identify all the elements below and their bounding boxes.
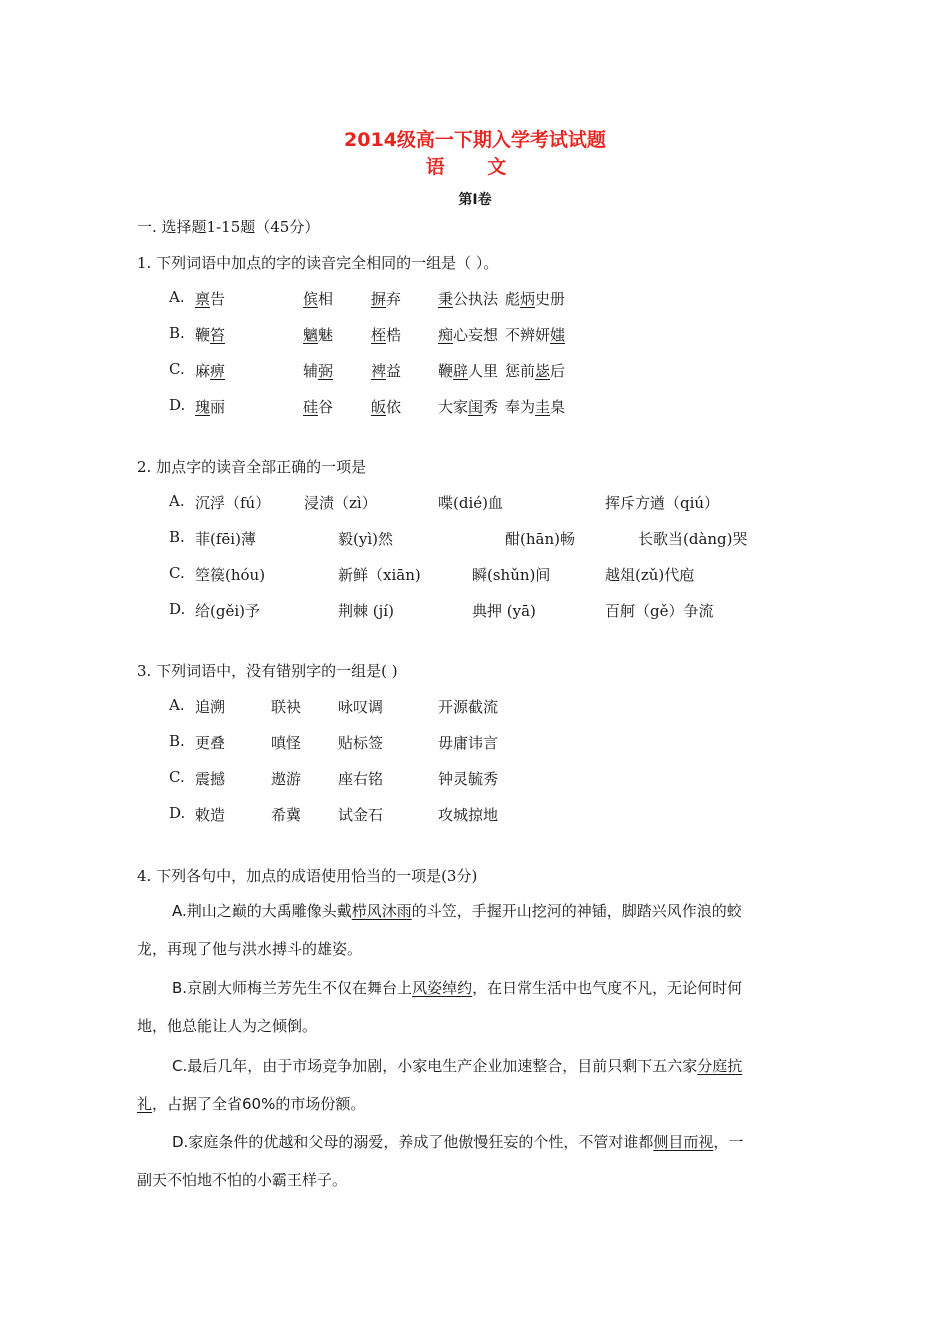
option-text: ，在日常生活中也气度不凡，无论何时何 [472,979,743,997]
option-item: 荆棘 (jí) [338,602,394,620]
word-text: 告 [210,290,226,308]
option-text: A.荆山之巅的大禹雕像头戴 [172,902,352,920]
word-text: 谷 [318,398,334,416]
option-letter: D. [169,396,186,414]
dotted-char: 魑 [303,326,319,344]
option-item: 箜篌(hóu) [195,566,266,584]
section-heading: 一. 选择题1-15题（45分） [137,218,320,236]
question-4-stem: 4. 下列各句中，加点的成语使用恰当的一项是(3分) [137,867,478,885]
option-letter: A. [169,492,185,510]
option-text: 龙，再现了他与洪水搏斗的雄姿。 [137,940,363,958]
word-text: 心妄想 [453,326,499,344]
option-item: 震撼 [195,770,226,788]
option-word [195,324,225,345]
option-item: 更叠 [195,734,226,752]
word-text: 麻 [195,362,211,380]
option-item: 开源截流 [438,698,499,716]
option-item: 挥斥方遒（qiú） [605,494,720,512]
option-item: 联袂 [271,698,302,716]
dotted-char: 禀 [195,290,211,308]
dotted-char: 皈 [371,398,387,416]
option-word [505,324,565,345]
option-item: 沉浮（fú） [195,494,271,512]
option-item: 嗔怪 [271,734,302,752]
option-word [371,360,401,381]
dotted-char: 瑰 [195,398,211,416]
idiom: 礼 [137,1095,153,1113]
dotted-char: 圭 [535,398,551,416]
option-letter: C. [169,564,185,582]
word-text: 不辨妍 [505,326,551,344]
option-letter: C. [169,768,185,786]
word-text: 惩前 [505,362,536,380]
word-text: 人里 [468,362,499,380]
word-text: 益 [386,362,402,380]
option-letter: C. [169,360,185,378]
option-word [195,360,225,381]
option-line-continued [137,1015,317,1036]
question-3-stem: 3. 下列词语中，没有错别字的一组是( ) [137,662,398,680]
option-text: 地，他总能让人为之倾倒。 [137,1017,318,1035]
option-word [438,288,498,309]
word-text: 魅 [318,326,334,344]
option-item: 咏叹调 [338,698,384,716]
idiom: 风姿绰约 [412,979,473,997]
option-item: 浸渍（zì） [304,494,377,512]
question-1-stem: 1. 下列词语中加点的字的读音完全相同的一组是（ ）。 [137,254,499,272]
option-letter: B. [169,732,185,750]
dotted-char: 痴 [438,326,454,344]
option-word [438,324,498,345]
option-word [438,360,498,381]
option-text: B.京剧大师梅兰芳先生不仅在舞台上 [172,979,413,997]
option-item: 贴标签 [338,734,384,752]
word-text: 鞭 [195,326,211,344]
option-word [371,324,401,345]
word-text: 相 [318,290,334,308]
option-line [172,1131,743,1152]
option-word [505,288,565,309]
option-item: 试金石 [338,806,384,824]
option-word [303,288,333,309]
option-item: 长歌当(dàng)哭 [638,530,748,548]
idiom: 栉风沐雨 [351,902,412,920]
dotted-char: 媸 [550,326,566,344]
option-item: 毅(yì)然 [338,530,393,548]
word-text: 公执法 [453,290,499,308]
option-item: 钟灵毓秀 [438,770,499,788]
dotted-char: 傧 [303,290,319,308]
dotted-char: 秉 [438,290,454,308]
dotted-char: 毖 [535,362,551,380]
option-text: ，占据了全省60%的市场份额。 [152,1095,366,1113]
option-word [505,396,565,417]
word-text: 丽 [210,398,226,416]
option-item: 典押 (yā) [472,602,536,620]
option-text: ，一 [713,1133,744,1151]
option-line [172,900,742,921]
dotted-char: 桎 [371,326,387,344]
option-word [195,288,225,309]
word-text: 史册 [535,290,566,308]
option-text: D.家庭条件的优越和父母的溺爱，养成了他傲慢狂妄的个性，不管对谁都 [172,1133,654,1151]
word-text: 依 [386,398,402,416]
option-letter: D. [169,600,186,618]
option-item: 追溯 [195,698,226,716]
option-item: 瞬(shǔn)间 [472,566,551,584]
option-item: 毋庸讳言 [438,734,499,752]
word-text: 奉为 [505,398,536,416]
option-letter: B. [169,528,185,546]
dotted-char: 辟 [453,362,469,380]
option-line-continued [137,1169,347,1190]
option-item: 攻城掠地 [438,806,499,824]
option-text: C.最后几年，由于市场竞争加剧，小家电生产企业加速整合，目前只剩下五六家 [172,1057,698,1075]
volume-label: 第Ⅰ卷 [458,192,492,208]
option-text: 的斗笠，手握开山挖河的神锸，脚踏兴风作浪的蛟 [411,902,742,920]
dotted-char: 笞 [210,326,226,344]
option-word [195,396,225,417]
option-letter: B. [169,324,185,342]
option-item: 菲(fēi)薄 [195,530,256,548]
option-item: 酣(hān)畅 [505,530,575,548]
option-letter: A. [169,288,185,306]
dotted-char: 弼 [318,362,334,380]
dotted-char: 炳 [520,290,536,308]
option-line-continued [137,938,362,959]
option-item: 喋(dié)血 [438,494,503,512]
option-word [438,396,498,417]
option-text: 副天不怕地不怕的小霸王样子。 [137,1171,348,1189]
word-text: 臬 [550,398,566,416]
word-text: 秀 [483,398,499,416]
subject-title: 语 文 [425,156,525,178]
word-text: 辅 [303,362,319,380]
option-line-continued [137,1093,365,1114]
question-2-stem: 2. 加点字的读音全部正确的一项是 [137,458,367,476]
option-word [303,360,333,381]
dotted-char: 裨 [371,362,387,380]
option-item: 给(gěi)予 [195,602,260,620]
option-word [303,324,333,345]
option-word [303,396,333,417]
option-item: 希冀 [271,806,302,824]
word-text: 弃 [386,290,402,308]
exam-title: 2014级高一下期入学考试试题 [344,129,606,151]
idiom: 分庭抗 [697,1057,743,1075]
dotted-char: 摒 [371,290,387,308]
word-text: 鞭 [438,362,454,380]
option-word [505,360,565,381]
option-item: 百舸（gě）争流 [605,602,714,620]
idiom: 侧目而视 [653,1133,714,1151]
word-text: 后 [550,362,566,380]
option-item: 新鲜（xiān) [338,566,421,584]
word-text: 大家 [438,398,469,416]
option-letter: A. [169,696,185,714]
dotted-char: 痹 [210,362,226,380]
dotted-char: 硅 [303,398,319,416]
option-item: 越俎(zǔ)代庖 [605,566,695,584]
option-letter: D. [169,804,186,822]
option-line [172,1055,742,1076]
dotted-char: 闺 [468,398,484,416]
option-item: 座右铭 [338,770,384,788]
option-word [371,396,401,417]
word-text: 彪 [505,290,521,308]
option-item: 敕造 [195,806,226,824]
option-word [371,288,401,309]
word-text: 梏 [386,326,402,344]
option-item: 遨游 [271,770,302,788]
option-line [172,977,742,998]
